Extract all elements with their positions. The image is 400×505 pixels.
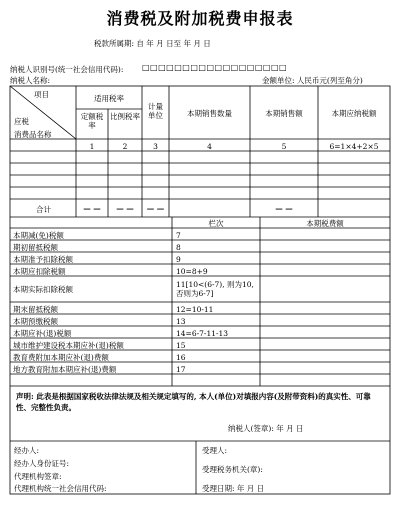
header-unit: 计量单位 <box>148 102 163 120</box>
row-label: 本期减(免)税额 <box>13 231 64 240</box>
row-code: 8 <box>176 243 181 252</box>
header-sales-qty: 本期销售数量 <box>187 109 232 118</box>
row-label: 本期准予扣除税额 <box>13 255 73 264</box>
header-goods-name: 消费品名称 <box>14 130 52 139</box>
agent-id-label: 经办人身份证号: <box>14 459 70 468</box>
receive-date-label: 受理日期: 年 月 日 <box>202 484 265 493</box>
row-label: 本期预缴税额 <box>13 317 58 326</box>
form-title: 消费税及附加税费申报表 <box>106 9 294 28</box>
agency-seal-label: 代理机构签章: <box>14 472 62 481</box>
declaration-signature: 纳税人(签章): 年 月 日 <box>228 424 304 433</box>
row-label: 本期实际扣除税额 <box>13 285 73 294</box>
lower-header-col: 栏次 <box>208 219 224 228</box>
header-applicable-rate: 适用税率 <box>94 94 124 103</box>
taxpayer-id-label: 纳税人识别号(统一社会信用代码): <box>10 65 124 74</box>
declaration-text: 声明: 此表是根据国家税收法律法规及相关规定填写的, 本人(单位)对填报内容(及附带资料)的真实性、可靠性、完整性负责。 <box>16 392 371 412</box>
receiver-label: 受理人: <box>202 446 228 455</box>
header-ad-valorem-rate: 比例税率 <box>110 112 140 121</box>
row-code: 14=6-7-11-13 <box>176 329 229 338</box>
row-code: 13 <box>176 317 186 326</box>
row-code: 15 <box>176 341 186 350</box>
header-tax-payable: 本期应纳税额 <box>331 109 377 118</box>
taxpayer-name-label: 纳税人名称: <box>10 76 51 85</box>
header-sales-amt: 本期销售额 <box>265 109 303 118</box>
row-code: 16 <box>176 353 186 362</box>
total-dash-unit: — — <box>146 204 165 213</box>
row-label: 本期应扣除税额 <box>13 267 66 276</box>
total-dash-fixed-rate: — — <box>83 204 101 213</box>
row-code: 11[10<(6-7), 则为10, 否则为6-7] <box>176 280 254 298</box>
row-code: 7 <box>176 231 181 240</box>
row-label: 期末留抵税额 <box>13 305 58 314</box>
row-label: 地方教育附加本期应补(退)费额 <box>13 365 117 374</box>
row-label: 城市维护建设税本期应补(退)税额 <box>13 341 124 350</box>
row-code: 9 <box>176 255 181 264</box>
currency-unit: 金额单位: 人民币元(列至角分) <box>262 76 363 85</box>
header-fixed-rate: 定额税率 <box>80 112 104 130</box>
total-dash-sales-amt: — — <box>275 204 293 213</box>
agency-code-label: 代理机构统一社会信用代码: <box>14 484 107 493</box>
header-item: 项目 <box>34 90 49 99</box>
row-code: 12=10-11 <box>176 305 214 314</box>
tax-period: 税款所属期: 自 年 月 日至 年 月 日 <box>94 39 211 48</box>
col-num-1: 1 <box>89 142 95 151</box>
col-num-4: 4 <box>207 142 212 151</box>
tax-office-label: 受理税务机关(章): <box>202 465 263 474</box>
row-label: 期初留抵税额 <box>13 243 58 252</box>
total-label: 合计 <box>36 205 51 214</box>
row-code: 17 <box>176 365 186 374</box>
col-num-3: 3 <box>153 142 158 151</box>
col-num-6: 6=1×4+2×5 <box>329 142 379 151</box>
row-code: 10=8+9 <box>176 267 208 276</box>
row-label: 教育费附加本期应补(退)费额 <box>13 353 109 362</box>
row-label: 本期应补(退)税额 <box>13 329 72 338</box>
col-num-2: 2 <box>122 142 128 151</box>
lower-header-amount: 本期税费额 <box>306 219 344 228</box>
taxpayer-id-boxes[interactable]: □□□□□□□□□□□□□□□□□□ <box>142 63 288 72</box>
total-dash-ad-valorem: — — <box>116 204 134 213</box>
agent-label: 经办人: <box>14 446 40 455</box>
col-num-5: 5 <box>281 142 287 151</box>
header-taxable: 应税 <box>14 117 29 126</box>
